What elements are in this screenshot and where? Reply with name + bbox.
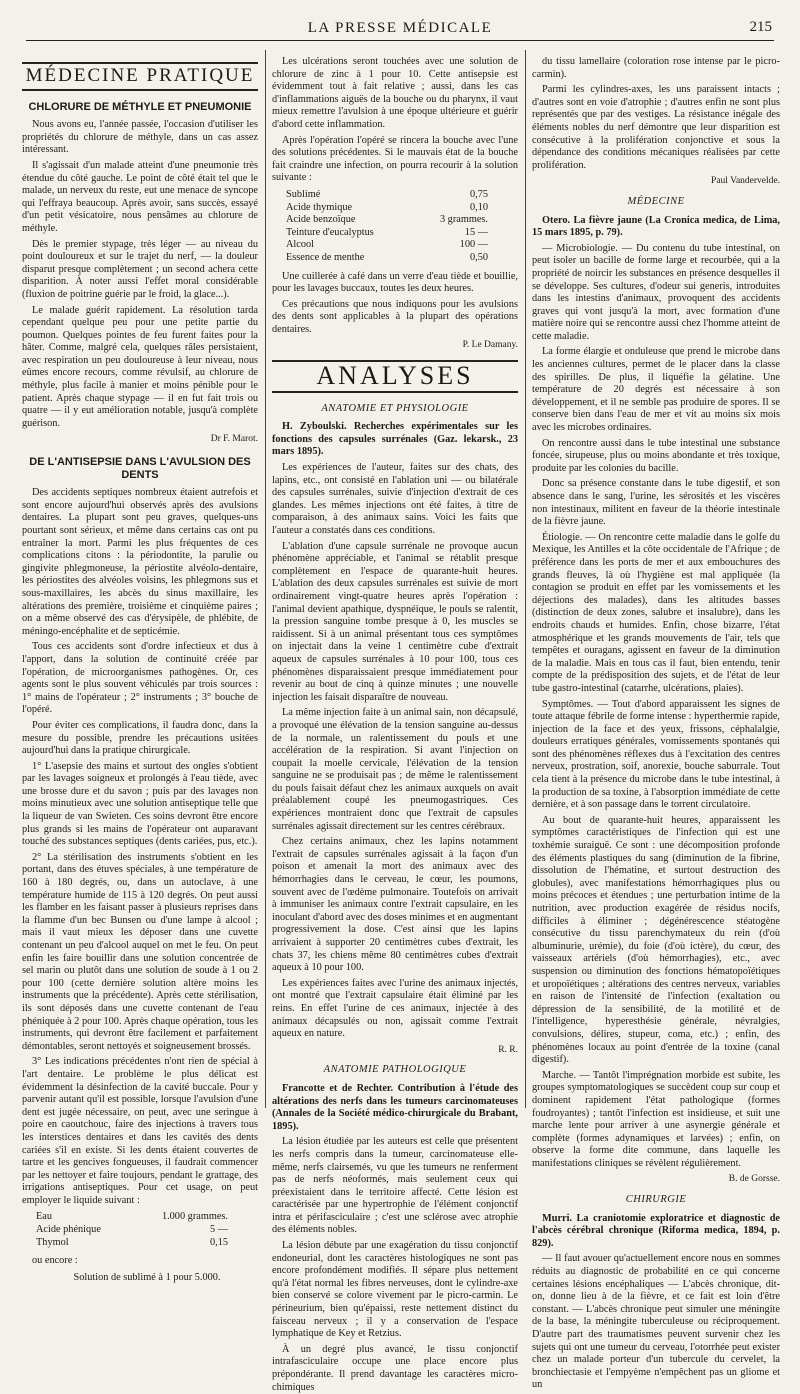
column-divider-2: [525, 50, 526, 1108]
paragraph: Pour éviter ces complications, il faudra donc, dans la mesure du possible, prendre les précautions usitées aujourd'hui dans la pratique chirurgicale.: [22, 719, 258, 757]
paragraph: La même injection faite à un animal sain, non décapsulé, a provoqué une élévation de la tension sanguine au-dessus de la normale, un ralentissement du pouls et une accélération de la respiration. Si avant l'injection on coupait la moelle cervicale, l'élévation de la tension sanguine ne se produisait pas ; de même le ralentissement du pouls faisait défaut chez les animaux auxquels on avait préalablement coupé les pneumogastriques. Ces expériences montraient donc que l'extrait de capsules surrénales agissait directement sur les centres cérébraux.: [272, 707, 518, 832]
formula-row: Eau 1.000 grammes.: [36, 1211, 228, 1223]
paragraph: Chez certains animaux, chez les lapins notamment l'extrait de capsules surrénales agissait à la façon d'un poison et amenait la mort des animaux avec des hémorrhagies dans le cerveau, le cœur, les poumons, souvent avec de l'œdème pulmonaire. Toutefois on arrivait à immuniser les animaux contre l'extrait capsulaire, en les inoculant d'abord avec des doses minimes et en augmentant progressivement la dose. C'est ainsi que les lapins arrivaient à supporter 20 centimètres cubes d'extrait, les chats 37, les chiens même 80 centimètres cubes d'extrait aqueux à 10 pour 100.: [272, 836, 518, 974]
paragraph: Ces précautions que nous indiquons pour les avulsions des dents sont applicables à la plupart des opérations dentaires.: [272, 298, 518, 335]
paragraph: À un degré plus avancé, le tissu conjonctif intrafasciculaire occupe une place encore plus prépondérante. Il prend davantage les caractères micro-chimiques: [272, 1343, 518, 1393]
paragraph: — Il faut avouer qu'actuellement encore nous en sommes réduits au diagnostic de probabilité en ce qui concerne certaines lésions encéphaliques — L'abcès chronique, dit-on, donne lieu à de la fièvre, et ce fait est loin d'être constant. — L'abcès chronique peut simuler une méningite de la base, la méningite tuberculeuse ou réciproquement. D'autre part des traumatismes peuvent survenir chez les sujets qui ont une tumeur du cerveau, l'otorrhée peut exister chez un malade porteur d'un tubercule du cervelet, la bronchiectasie et l'empyème n'empêchent pas un gliome et un: [532, 1253, 780, 1391]
paragraph: Après l'opération l'opéré se rincera la bouche avec l'une des solutions précédentes. Si le mauvais état de la bouche fait craindre une infection, on pourra recourir à la solution suivante :: [272, 134, 518, 184]
journal-title: LA PRESSE MÉDICALE: [307, 20, 493, 36]
formula-row: Acide phénique 5 —: [36, 1224, 228, 1236]
paragraph: 2° La stérilisation des instruments s'obtient en les portant, dans des étuves spéciales, à une température de 160 à 180 degrés, ou, dans un autoclave, à une température humide de 115 à 120 degrés. On peut aussi les flamber en les faisant passer à plusieurs reprises dans la flamme d'un bec Bunsen ou d'une lampe à alcool ; mais il vaut mieux les déposer dans une cuvette contenant un peu d'alcool auquel on met le feu. On peut enfin les faire bouillir dans une solution concentrée de sel marin ou plutôt dans une solution de soude à 1 ou 2 pour 100 (cette dernière solution altère moins les instruments que la précédente). Après cette stérilisation, ils sont déposés dans une cuvette contenant de l'eau phéniquée à 2 pour 100. Après chaque opération, tous les instruments, qui devront être facilement et parfaitement démontables, seront nettoyés et soigneusement brossés.: [22, 851, 258, 1052]
column-2: [272, 56, 518, 1393]
column-divider-1: [265, 50, 266, 1108]
paragraph: Au bout de quarante-huit heures, apparaissent les symptômes caractéristiques de l'infection qui est une toxhémie suraiguë. Ce sont : une décomposition profonde des éléments plastiques du sang (diminution de la fibrine, dissolution de l'hématine, et surtout destruction des globules), avec manifestations hémorrhagiques plus ou moins précoces et étendues ; une perturbation intime de la nutrition, avec production exagérée de résidus nocifs, difficiles à éliminer ; dégénérescence stéatogène consécutive du tissu parenchymateux du rein (d'où albuminurie, urémie), du foie (d'où ictère), du cœur, des vaisseaux artériels (d'où hémorrhagies), etc., avec suspension ou diminution des fonctions hématopoïétiques et uropoïétiques ; altérations des centres nerveux, variables en raison de l'intensité de l'infection (exaltation ou dépression de la sensibilité, de la motilité et de l'intelligence, hyperesthésie générale, névralgies, convulsions, délires, stupeur, coma, etc.) ; enfin, des phénomènes locaux au point d'entrée de la toxine (canal digestif).: [532, 814, 780, 1066]
subsection-title: ANATOMIE ET PHYSIOLOGIE: [321, 402, 469, 414]
article-heading: Otero. La fièvre jaune (La Cronica medica, de Lima, 15 mars 1895, p. 79).: [532, 214, 780, 239]
paragraph: Les expériences de l'auteur, faites sur des chats, des lapins, etc., ont consisté en l'ablation uni — ou bilatérale des capsules surrénales, suivie d'injection d'extrait de ces glandes. Les mêmes injections ont été faites, à titre de comparaison, à des animaux sains. Voici les faits que l'auteur a constatés dans ces conditions.: [272, 462, 518, 536]
paragraph: Donc sa présence constante dans le tube digestif, et son absence dans le sang, l'urine, les sérosités et les viscères non intestinaux, militent en faveur de la théorie intestinale de la fièvre jaune.: [532, 478, 780, 528]
formula-row: Teinture d'eucalyptus 15 —: [286, 226, 488, 238]
formula-row: Acide thymique 0,10: [286, 201, 488, 213]
article-title-antisepsie: DE L'ANTISEPSIE DANS L'AVULSION DES DENTS: [29, 456, 251, 481]
paragraph: Tous ces accidents sont d'ordre infectieux et dus à l'apport, dans la solution de continuité créée par l'opération, de microorganismes pathogènes. Or, ces agents sont le plus souvent véhiculés par trois sources : 1° mains de l'opérateur ; 2° instruments ; 3° bouche de l'opéré.: [22, 641, 258, 716]
section-title-medecine-pratique: MÉDECINE PRATIQUE: [22, 62, 258, 91]
paragraph: ou encore :: [32, 1255, 78, 1267]
formula-block: [286, 189, 518, 265]
paragraph: Étiologie. — On rencontre cette maladie dans le golfe du Mexique, les Antilles et la côte occidentale de l'Afrique ; de préférence dans les ports de mer et aux embouchures des grands fleuves, là où l'hygiène est mal appliquée (la contagion se produit en effet par les vomissements et les déjections des malades), dans les altitudes basses (distinction de deux zones, salubre et insalubre), dans les endroits chauds et humides. Enfin, chose bizarre, l'état atmosphérique et les grands mouvements de l'air, tels que tempêtes et ouragans, agissent en faveur de la diminution de la maladie. Mais en tous cas il faut, bien entendu, tenir compte de la prédisposition des sujets, et de l'état de leur tube gastro-intestinal (catarrhe, ulcérations, plaies).: [532, 531, 780, 694]
subsection-title: MÉDECINE: [627, 195, 685, 207]
formula-block: [36, 1211, 258, 1249]
paragraph: — Microbiologie. — Du contenu du tube intestinal, on peut isoler un bacille de forme large et recourbée, qui a la propriété de noircir les substances en présence desquelles il se développe. Ses cultures, d'odeur sui generis, introduites dans les intestins d'animaux, provoquent des accidents graves qui vont jusqu'à la mort, avec formation d'une matière noire qui se rencontre aussi chez l'homme atteint de cette maladie.: [532, 242, 780, 342]
formula-row: Essence de menthe 0,50: [286, 251, 488, 263]
paragraph: Il s'agissait d'un malade atteint d'une pneumonie très étendue du côté gauche. Le point de côté était tel que le malade, un nerveux du reste, eut une menace de syncope qui l'effraya beaucoup. Après avoir, sans succès, essayé d'un petit vésicatoire, nous pensâmes au chlorure de méthyle.: [22, 159, 258, 234]
paragraph: Symptômes. — Tout d'abord apparaissent les signes de toute attaque fébrile de forme intense : hyperthermie rapide, injection de la face et des yeux, frissons, céphalalgie, douleurs erratiques générales, vomissements spontanés qui sont des phénomènes réflexes dus à l'excitation des centres nerveux, prostration, soif, anorexie, bouche saburrale. Tout cela tient à la présence du microbe dans le tube intestinal, à la production de sa toxine, à l'absorption immédiate de cette dernière, et à son passage dans le torrent circulatoire.: [532, 698, 780, 811]
article-title-chlorure: CHLORURE DE MÉTHYLE ET PNEUMONIE: [28, 100, 252, 113]
paragraph: du tissu lamellaire (coloration rose intense par le picro-carmin).: [532, 56, 780, 80]
paragraph: Parmi les cylindres-axes, les uns paraissent intacts ; d'autres sont en voie d'atrophie ; d'autres enfin ne sont plus représentés que par des vestiges. La résistance inégale des éléments nobles du nerf démontre que leur disparition est consécutive à la prolifération conjonctive et sous la dépendance des conditions mécaniques réalisées par cette prolifération.: [532, 84, 780, 171]
author-signature: B. de Gorsse.: [728, 1174, 780, 1185]
paragraph: Nous avons eu, l'année passée, l'occasion d'utiliser les propriétés du chlorure de méthyle, dans un cas assez intéressant.: [22, 119, 258, 156]
paragraph: 1° L'asepsie des mains et surtout des ongles s'obtient par les lavages soigneux et prolongés à l'eau tiède, avec une brosse dure et du savon ; puis par des lavages non moins minutieux avec une solution antiseptique telle que la liqueur de van Swieten. Ces soins devront être encore plus grands si les mains de l'opérateur ont auparavant touché des substances septiques (dents cariées, pus, etc.).: [22, 760, 258, 848]
formula-row: Thymol 0,15: [36, 1236, 228, 1248]
paragraph: Des accidents septiques nombreux étaient autrefois et sont encore aujourd'hui observés après des avulsions dentaires. La plupart sont peu graves, quelques-uns pourtant sont sérieux, et même dans certains cas ont pu entraîner la mort. Parmi les plus fréquentes de ces complications citons : la périodontite, la parulie ou gingivite phlegmoneuse, la périostite alvéolo-dentaire, les périostites des alvéoles voisins, les phlegmons sus et sous-maxillaires, les abcès du sinus maxillaire, les altérations des première, troisième et cinquième paires ; on a même observé des cas d'érysipèle, de phlébite, de méningo-encéphalite et de septicémie.: [22, 487, 258, 637]
paragraph: La forme élargie et onduleuse que prend le microbe dans les anciennes cultures, permet de le placer dans la classe des spirilles. De plus, il liquéfie la gélatine. Une température de 20 degrés est nécessaire à son développement, et il ne semble pas produire de spores. Il se conserve bien dans l'eau de mer et vit au moins six mois avec les microbes ordinaires.: [532, 346, 780, 434]
paragraph: 3° Les indications précédentes n'ont rien de spécial à l'art dentaire. Le problème le plus délicat est évidemment la désinfection de la cavité buccale. Pour y parvenir autant qu'il est possible, lorsque l'avulsion d'une dent est jugée nécessaire, on peut, avec une seringue à poire en caoutchouc, faire des injections à travers tous les interstices dentaires et dans les cavités des dents cariées s'il en existe. Si les dents étaient couvertes de tartre et les gencives fongueuses, il faudrait commencer par les nettoyer et faire toujours, pendant le grattage, des irrigations antiseptiques. Pour cet usage, on peut employer le liquide suivant :: [22, 1056, 258, 1206]
paragraph: Dès le premier stypage, très léger — au niveau du point douloureux et sur le trajet du nerf, — la douleur disparut presque complètement ; un second achera cette disparition. À noter aussi l'effet moral considérable (fluxion de poitrine guérie par le froid, la glace...).: [22, 238, 258, 300]
article-heading: H. Zyboulski. Recherches expérimentales sur les fonctions des capsules surrénales (Gaz. lekarsk., 23 mars 1895).: [272, 421, 518, 458]
article-heading: Murri. La craniotomie exploratrice et diagnostic de l'abcès cérébral chronique (Riforma medica, 1894, p. 829).: [532, 1212, 780, 1249]
paragraph: Les expériences faites avec l'urine des animaux injectés, ont montré que l'extrait capsulaire était éliminé par les reins. En effet l'urine de ces animaux, injectée à des animaux décapsulés ou non, agissait comme l'extrait aqueux en nature.: [272, 977, 518, 1040]
paragraph: L'ablation d'une capsule surrénale ne provoque aucun phénomène appréciable, et l'animal se rétablit presque complètement en l'espace de quarante-huit heures. L'ablation des deux capsules surrénales est suivie de mort ordinairement vingt-quatre heures après l'opération : l'animal devient apathique, dyspnéique, le pouls se ralentit, la pression sanguine tombe presque à 0, les muscles se raidissent. Si à un animal présentant tous ces symptômes on injectait dans la veine 1 centimètre cube d'extrait aqueux de capsules surrénales à 10 pour 100, tous ces phénomènes disparaissaient presque immédiatement pour revenir au bout de cinq à quinze minutes ; une nouvelle injection les faisait disparaître de nouveau.: [272, 540, 518, 703]
paragraph: La lésion débute par une exagération du tissu conjonctif endoneurial, dont les caractères histologiques ne sont pas encore profondément modifiés. Il sépare plus nettement qu'à l'état normal les fibres nerveuses, dont le cylindre-axe bien conservé se colore vivement par le picro-carmin. Le périneurium, bien qu'épaissi, reste nettement distinct du faisceau nerveux ; il y a conservation de l'espace lymphatique de Key et Retzius.: [272, 1240, 518, 1340]
column-1: [22, 56, 258, 1283]
formula-row: Sublimé 0,75: [286, 188, 488, 200]
article-heading: Francotte et de Rechter. Contribution à l'étude des altérations des nerfs dans les tumeurs carcinomateuses (Annales de la Société médico-chirurgicale du Brabant, 1895).: [272, 1082, 518, 1132]
paragraph: Le malade guérit rapidement. La résolution tarda cependant quelque peu pour une petite partie du poumon. Quelques pointes de feu furent faites pour la hâter. Comme, malgré cela, quelques râles persistaient, avec respiration un peu douloureuse à leur niveau, nous eûmes encore recours, comme révulsif, au chlorure de méthyle, plus facile à manier et moins pénible pour le patient. Après chaque stypage — il en fut fait trois ou quatre — il y eut amélioration notable, jusqu'à complète guérison.: [22, 304, 258, 429]
paragraph: Une cuillerée à café dans un verre d'eau tiède et bouillie, pour les lavages buccaux, toutes les deux heures.: [272, 270, 518, 295]
column-3: [532, 56, 780, 1391]
author-signature: P. Le Damany.: [462, 340, 518, 351]
formula-note: Solution de sublimé à 1 pour 5.000.: [73, 1271, 221, 1283]
author-signature: R. R.: [498, 1044, 518, 1055]
page-number: 215: [749, 19, 772, 35]
formula-row: Alcool 100 —: [286, 239, 488, 251]
formula-row: Acide benzoïque 3 grammes.: [286, 214, 488, 226]
section-title-analyses: ANALYSES: [272, 360, 518, 393]
subsection-title: ANATOMIE PATHOLOGIQUE: [323, 1064, 467, 1076]
page-header: [26, 18, 774, 41]
paragraph: La lésion étudiée par les auteurs est celle que présentent les nerfs compris dans la tumeur, carcinomateuse elle-même, nerfs clairsemés, vu que les tumeurs ne renferment pas de nerfs néoformés, mais seulement ceux qui préexistaient dans le territoire affecté. Cette lésion est caractérisée par une hypertrophie de l'élément conjonctif intra et périfasciculaire ; c'est une sclérose avec atrophie des éléments nobles.: [272, 1136, 518, 1236]
paragraph: On rencontre aussi dans le tube intestinal une substance foncée, sirupeuse, plus ou moins abondante et très toxique, produite par les colonies du bacille.: [532, 437, 780, 474]
paragraph: Les ulcérations seront touchées avec une solution de chlorure de zinc à 1 pour 10. Cette antisepsie est évidemment tout à fait relative ; aussi, dans les cas d'inflammations aiguës de la bouche ou du pharynx, il vaut mieux remettre l'avulsion à une époque ultérieure et guérir d'abord cette inflammation.: [272, 56, 518, 130]
author-signature: Paul Vandervelde.: [711, 176, 780, 187]
subsection-title: CHIRURGIE: [625, 1194, 687, 1206]
paragraph: Marche. — Tantôt l'imprégnation morbide est subite, les groupes symptomatologiques se succèdent coup sur coup et dominent rapidement l'état pathologique (formes foudroyantes) ; tantôt l'infection est insidieuse, et suit une marche lente pour arriver à une asynergie générale et complète (formes adynamiques et larvées) ; enfin, on observe la forme dite commune, dans laquelle les manifestations cliniques se révèlent régulièrement.: [532, 1069, 780, 1169]
author-signature: Dr F. Marot.: [210, 434, 258, 445]
